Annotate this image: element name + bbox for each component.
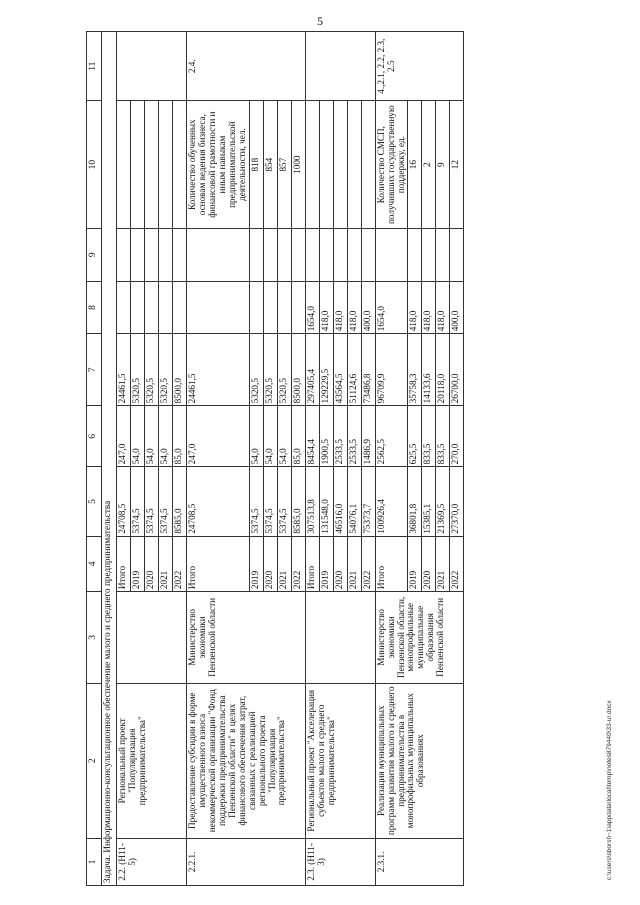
total-cell: 36801,8 [408, 467, 422, 536]
regional-budget-cell: 2533,5 [333, 406, 347, 467]
col-num: 8 [87, 281, 102, 334]
regional-budget-cell: 54,0 [277, 406, 291, 467]
reference-cell [305, 32, 375, 101]
other-sources-cell [450, 228, 464, 281]
page-number: 5 [317, 14, 323, 28]
indicator-name-cell: Количество СМСП, получивших государственную поддержку, ед. [375, 101, 408, 229]
col-num: 6 [87, 406, 102, 467]
period-cell: 2019 [249, 536, 263, 591]
total-cell: 24708,5 [187, 467, 250, 536]
federal-budget-cell: 20118,0 [436, 334, 450, 406]
federal-budget-cell: 5320,5 [277, 334, 291, 406]
federal-budget-cell: 51124,6 [347, 334, 361, 406]
period-cell: 2021 [347, 536, 361, 591]
municipal-budget-cell: 400,0 [361, 281, 375, 334]
regional-budget-cell: 833,5 [422, 406, 436, 467]
total-cell: 8585,0 [291, 467, 305, 536]
other-sources-cell [277, 228, 291, 281]
item-code: 2.3.1. [375, 838, 464, 885]
other-sources-cell [305, 228, 319, 281]
item-code: 2.2.1. [187, 838, 306, 885]
regional-budget-cell: 270,0 [450, 406, 464, 467]
federal-budget-cell: 5320,5 [249, 334, 263, 406]
indicator-value-cell: 2 [422, 101, 436, 229]
col-num: 2 [87, 683, 102, 838]
regional-budget-cell: 2533,5 [347, 406, 361, 467]
regional-budget-cell: 1900,5 [319, 406, 333, 467]
col-num: 11 [87, 32, 102, 101]
municipal-budget-cell [277, 281, 291, 334]
regional-budget-cell: 54,0 [159, 406, 173, 467]
other-sources-cell [187, 228, 250, 281]
executor-cell [117, 592, 187, 684]
period-cell: 2020 [422, 536, 436, 591]
period-cell: Итого [375, 536, 408, 591]
regional-budget-cell: 2562,5 [375, 406, 408, 467]
total-cell: 27370,0 [450, 467, 464, 536]
other-sources-cell [422, 228, 436, 281]
item-name: Реализация муниципальных программ развития малого и среднего предпринимательства в монопрофильных муниципальных образованиях [375, 683, 464, 838]
period-cell: 2020 [145, 536, 159, 591]
municipal-budget-cell: 418,0 [347, 281, 361, 334]
other-sources-cell [131, 228, 145, 281]
indicator-value-cell: 818 [249, 101, 263, 229]
indicator-value-cell [173, 101, 187, 229]
item-name: Предоставление субсидии в форме имущественного взноса некоммерческой организации "Фонд поддержки предпринимательства Пензенской области" в целях финансового обеспечения затрат, связанных с реализацией регионального проекта "Популяризация предпринимательства" [187, 683, 306, 838]
federal-budget-cell: 24461,5 [117, 334, 131, 406]
federal-budget-cell: 35758,3 [408, 334, 422, 406]
indicator-value-cell [361, 101, 375, 229]
indicator-value-cell [333, 101, 347, 229]
period-cell: 2020 [263, 536, 277, 591]
reference-cell: 4.,2.1, 2.2, 2.3, 2.5 [375, 32, 464, 101]
reference-cell [117, 32, 187, 101]
other-sources-cell [159, 228, 173, 281]
col-num: 7 [87, 334, 102, 406]
regional-budget-cell: 85,0 [291, 406, 305, 467]
other-sources-cell [375, 228, 408, 281]
other-sources-cell [263, 228, 277, 281]
total-cell: 5374,5 [263, 467, 277, 536]
other-sources-cell [361, 228, 375, 281]
col-num: 5 [87, 467, 102, 536]
period-cell: 2022 [361, 536, 375, 591]
executor-cell: Министерство экономики Пензенской области, монопрофильные муниципальные образования Пензенской области [375, 592, 464, 684]
table-row [375, 32, 408, 886]
item-code: 2.2. (Н11-5) [117, 838, 187, 885]
federal-budget-cell: 5320,5 [131, 334, 145, 406]
municipal-budget-cell: 400,0 [450, 281, 464, 334]
indicator-value-cell: 854 [263, 101, 277, 229]
period-cell: Итого [187, 536, 250, 591]
regional-budget-cell: 54,0 [249, 406, 263, 467]
period-cell: 2019 [131, 536, 145, 591]
indicator-value-cell [145, 101, 159, 229]
federal-budget-cell: 8500,0 [291, 334, 305, 406]
indicator-value-cell: 1000 [291, 101, 305, 229]
file-path-footer: c:\users\sborsh~1\appdata\local\temp\notes879440\33-ur.docx [606, 700, 613, 880]
indicator-value-cell [159, 101, 173, 229]
regional-budget-cell: 625,5 [408, 406, 422, 467]
regional-budget-cell: 85,0 [173, 406, 187, 467]
regional-budget-cell: 833,5 [436, 406, 450, 467]
indicator-name-cell [305, 101, 319, 229]
municipal-budget-cell [145, 281, 159, 334]
total-cell: 100926,4 [375, 467, 408, 536]
item-code: 2.3. (Н11-3) [305, 838, 375, 885]
municipal-budget-cell: 418,0 [422, 281, 436, 334]
federal-budget-cell: 129229,5 [319, 334, 333, 406]
period-cell: 2019 [408, 536, 422, 591]
period-cell: 2021 [277, 536, 291, 591]
period-cell: Итого [305, 536, 319, 591]
regional-budget-cell: 54,0 [131, 406, 145, 467]
total-cell: 5374,5 [249, 467, 263, 536]
indicator-value-cell: 16 [408, 101, 422, 229]
federal-budget-cell: 43564,5 [333, 334, 347, 406]
other-sources-cell [319, 228, 333, 281]
other-sources-cell [408, 228, 422, 281]
section-row [102, 32, 117, 886]
indicator-value-cell [347, 101, 361, 229]
total-cell: 46516,0 [333, 467, 347, 536]
executor-cell [305, 592, 375, 684]
federal-budget-cell: 5320,5 [145, 334, 159, 406]
regional-budget-cell: 1486,9 [361, 406, 375, 467]
municipal-budget-cell: 418,0 [319, 281, 333, 334]
total-cell: 24708,5 [117, 467, 131, 536]
total-cell: 5374,5 [277, 467, 291, 536]
municipal-budget-cell: 418,0 [408, 281, 422, 334]
period-cell: 2019 [319, 536, 333, 591]
total-cell: 21369,5 [436, 467, 450, 536]
indicator-name-cell: Количество обученных основам ведения бизнеса, финансовой грамотности и иным навыкам предпринимательской деятельности, чел. [187, 101, 250, 229]
other-sources-cell [436, 228, 450, 281]
other-sources-cell [333, 228, 347, 281]
other-sources-cell [347, 228, 361, 281]
federal-budget-cell: 24461,5 [187, 334, 250, 406]
item-name: Региональный проект "Популяризация предпринимательства" [117, 683, 187, 838]
indicator-value-cell: 9 [436, 101, 450, 229]
table-row [187, 32, 250, 886]
period-cell: 2022 [291, 536, 305, 591]
rotated-page [86, 31, 613, 886]
municipal-budget-cell [187, 281, 250, 334]
total-cell: 5374,5 [145, 467, 159, 536]
indicator-value-cell: 857 [277, 101, 291, 229]
period-cell: 2022 [173, 536, 187, 591]
municipal-budget-cell [117, 281, 131, 334]
regional-budget-cell: 247,0 [187, 406, 250, 467]
col-num: 10 [87, 101, 102, 229]
indicator-value-cell [131, 101, 145, 229]
period-cell: Итого [117, 536, 131, 591]
total-cell: 15385,1 [422, 467, 436, 536]
municipal-budget-cell [263, 281, 277, 334]
federal-budget-cell: 14133,6 [422, 334, 436, 406]
municipal-budget-cell: 1654,0 [375, 281, 408, 334]
municipal-budget-cell: 418,0 [436, 281, 450, 334]
table-row [117, 32, 131, 886]
other-sources-cell [249, 228, 263, 281]
other-sources-cell [117, 228, 131, 281]
regional-budget-cell: 54,0 [263, 406, 277, 467]
indicator-value-cell: 12 [450, 101, 464, 229]
executor-cell: Министерство экономики Пензенской области [187, 592, 306, 684]
other-sources-cell [145, 228, 159, 281]
federal-budget-cell: 5320,5 [263, 334, 277, 406]
municipal-budget-cell [131, 281, 145, 334]
period-cell: 2021 [436, 536, 450, 591]
regional-budget-cell: 8454,4 [305, 406, 319, 467]
total-cell: 307513,8 [305, 467, 319, 536]
regional-budget-cell: 54,0 [145, 406, 159, 467]
program-table [86, 31, 464, 886]
regional-budget-cell: 247,0 [117, 406, 131, 467]
section-title: Задача. Информационно-консультационное обеспечение малого и среднего предпринимательства [102, 32, 117, 886]
federal-budget-cell: 96709,9 [375, 334, 408, 406]
item-name: Региональный проект "Акселерация субъектов малого и среднего предпринимательства" [305, 683, 375, 838]
column-number-row [87, 32, 102, 886]
total-cell: 5374,5 [131, 467, 145, 536]
other-sources-cell [173, 228, 187, 281]
federal-budget-cell: 8500,0 [173, 334, 187, 406]
total-cell: 75373,7 [361, 467, 375, 536]
municipal-budget-cell: 1654,0 [305, 281, 319, 334]
other-sources-cell [291, 228, 305, 281]
total-cell: 54076,1 [347, 467, 361, 536]
col-num: 1 [87, 838, 102, 885]
period-cell: 2022 [450, 536, 464, 591]
total-cell: 8585,0 [173, 467, 187, 536]
federal-budget-cell: 73486,8 [361, 334, 375, 406]
municipal-budget-cell [159, 281, 173, 334]
federal-budget-cell: 5320,5 [159, 334, 173, 406]
federal-budget-cell: 26700,0 [450, 334, 464, 406]
table-row [305, 32, 319, 886]
federal-budget-cell: 297405,4 [305, 334, 319, 406]
indicator-name-cell [117, 101, 131, 229]
municipal-budget-cell: 418,0 [333, 281, 347, 334]
municipal-budget-cell [173, 281, 187, 334]
col-num: 9 [87, 228, 102, 281]
table-body [87, 32, 464, 886]
municipal-budget-cell [249, 281, 263, 334]
total-cell: 131548,0 [319, 467, 333, 536]
period-cell: 2021 [159, 536, 173, 591]
indicator-value-cell [319, 101, 333, 229]
col-num: 4 [87, 536, 102, 591]
reference-cell: 2.4. [187, 32, 306, 101]
col-num: 3 [87, 592, 102, 684]
municipal-budget-cell [291, 281, 305, 334]
total-cell: 5374,5 [159, 467, 173, 536]
period-cell: 2020 [333, 536, 347, 591]
